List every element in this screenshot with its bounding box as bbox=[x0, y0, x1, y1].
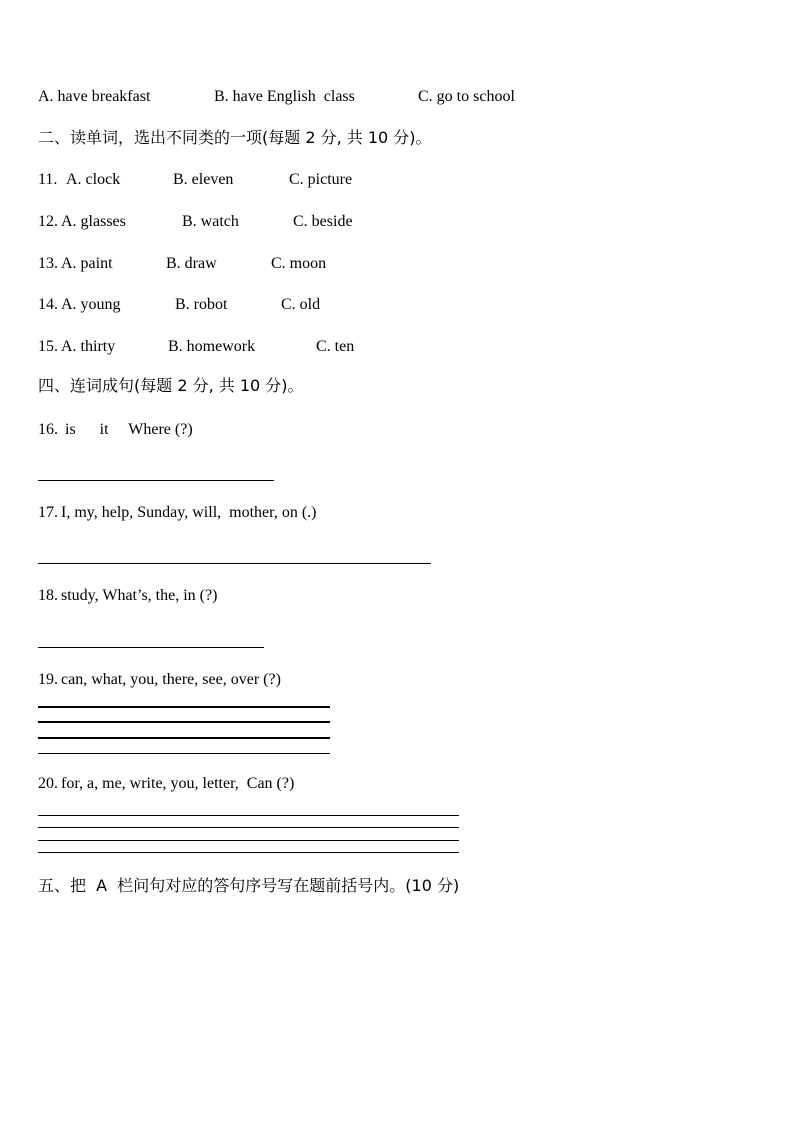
option-c: C. ten bbox=[316, 338, 355, 355]
question-words: for, a, me, write, you, letter, Can (?) bbox=[61, 775, 295, 792]
option-a: A. young bbox=[61, 296, 121, 313]
answer-line-20-c[interactable] bbox=[38, 840, 459, 841]
section-2-heading: 二、读单词，选出不同类的一项(每题 2 分, 共 10 分)。 bbox=[38, 128, 432, 147]
question-number: 18. bbox=[38, 587, 58, 604]
question-number: 16. bbox=[38, 421, 58, 438]
question-words: can, what, you, there, see, over (?) bbox=[61, 671, 281, 688]
option-a: A. thirty bbox=[61, 338, 116, 355]
answer-line-19-a[interactable] bbox=[38, 706, 330, 708]
option-b: B. watch bbox=[182, 213, 239, 230]
option-c: C. beside bbox=[293, 213, 353, 230]
question-words: I, my, help, Sunday, will, mother, on (.) bbox=[61, 504, 317, 521]
answer-line-20-a[interactable] bbox=[38, 815, 459, 816]
option-b: B. eleven bbox=[173, 171, 234, 188]
option-a-have-breakfast: A. have breakfast bbox=[38, 88, 151, 105]
answer-line-20-d[interactable] bbox=[38, 852, 459, 853]
question-number: 12. bbox=[38, 213, 58, 230]
question-number: 13. bbox=[38, 255, 58, 272]
option-a: A. paint bbox=[61, 255, 113, 272]
question-number: 15. bbox=[38, 338, 58, 355]
question-number: 14. bbox=[38, 296, 58, 313]
question-number: 11. bbox=[38, 171, 62, 188]
option-c: C. old bbox=[281, 296, 321, 313]
question-words: is it Where (?) bbox=[65, 421, 193, 438]
section-4-heading: 四、连词成句(每题 2 分, 共 10 分)。 bbox=[38, 376, 304, 395]
option-b: B. homework bbox=[168, 338, 256, 355]
question-number: 20. bbox=[38, 775, 58, 792]
option-b-have-english-class: B. have English class bbox=[214, 88, 355, 105]
option-c: C. moon bbox=[271, 255, 327, 272]
answer-line-17[interactable] bbox=[38, 563, 431, 564]
option-b: B. draw bbox=[166, 255, 217, 272]
option-a: A. clock bbox=[66, 171, 121, 188]
answer-line-20-b[interactable] bbox=[38, 827, 459, 828]
answer-line-19-c[interactable] bbox=[38, 737, 330, 739]
answer-line-19-b[interactable] bbox=[38, 721, 330, 723]
option-a: A. glasses bbox=[61, 213, 126, 230]
answer-line-16[interactable] bbox=[38, 480, 274, 481]
answer-line-18[interactable] bbox=[38, 647, 264, 648]
question-words: study, What’s, the, in (?) bbox=[61, 587, 218, 604]
section-5-heading: 五、把 A 栏问句对应的答句序号写在题前括号内。(10 分) bbox=[38, 876, 460, 895]
answer-line-19-d[interactable] bbox=[38, 753, 330, 754]
question-number: 17. bbox=[38, 504, 58, 521]
option-b: B. robot bbox=[175, 296, 228, 313]
question-number: 19. bbox=[38, 671, 58, 688]
option-c-go-to-school: C. go to school bbox=[418, 88, 515, 105]
option-c: C. picture bbox=[289, 171, 353, 188]
